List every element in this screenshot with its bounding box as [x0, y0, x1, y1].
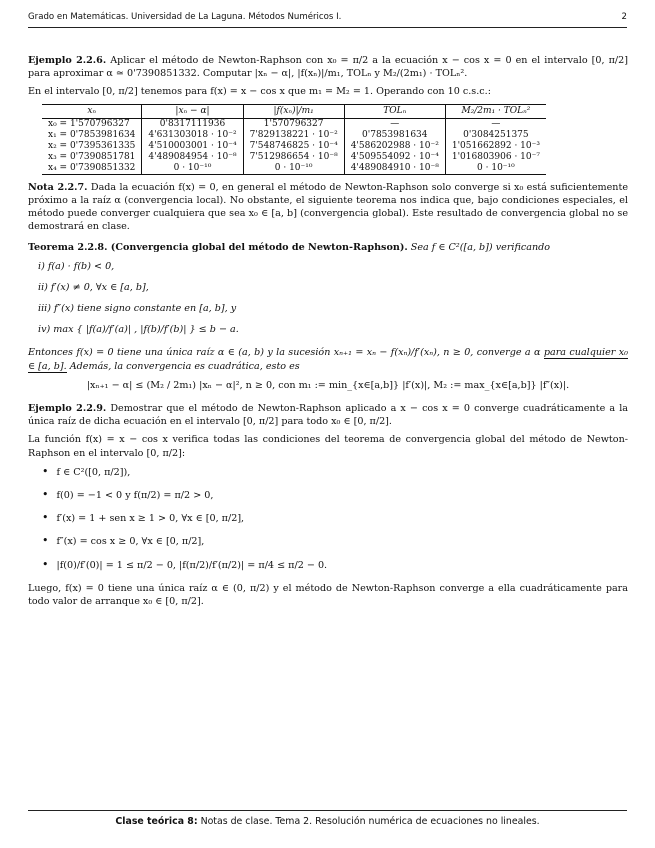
table-cell: 7'512986654 · 10⁻⁸: [243, 152, 344, 163]
teorema-conclusion-b: para cualquier x₀ ∈ [a, b].: [28, 347, 628, 372]
ejemplo-2-2-9-closing: Luego, f(x) = 0 tiene una única raíz α ∈ (0, π/2) y el método de Newton-Raphson converge a ella cuadráticamente para todo valor de arranque x₀ ∈ [0, π/2].: [28, 582, 628, 608]
table-cell: 4'489084954 · 10⁻⁸: [142, 152, 243, 163]
table-cell: 1'016803906 · 10⁻⁷: [445, 152, 546, 163]
teorema-conditions: [28, 260, 628, 337]
footer-text: Notas de clase. Tema 2. Resolución numérica de ecuaciones no lineales.: [200, 816, 540, 827]
results-table: [42, 104, 546, 175]
table-cell: 1'570796327: [243, 118, 344, 130]
table-cell: —: [445, 118, 546, 130]
table-cell: 0'8317111936: [142, 118, 243, 130]
table-cell: —: [344, 118, 445, 130]
nota-2-2-7-title: Nota 2.2.7.: [28, 181, 88, 193]
nota-2-2-7-text: Dada la ecuación f(x) = 0, en general el método de Newton-Raphson solo converge si x₀ está suficientemente próximo a la raíz α (convergencia local). No obstante, el siguiente teorema nos indica que, bajo condiciones especiales, el método puede converger cualquiera que sea x₀ ∈ [a, b] (convergencia global). Este resultado de convergencia global no se demostrará en clase.: [28, 181, 628, 233]
ejemplo-2-2-6-title: Ejemplo 2.2.6.: [28, 55, 107, 66]
running-header: [28, 12, 627, 26]
col-header-tol: TOLₙ: [344, 104, 445, 118]
teorema-2-2-8: [28, 241, 628, 254]
col-header-error: |xₙ − α|: [142, 104, 243, 118]
condition-item: i) f(a) · f(b) < 0,: [38, 260, 115, 272]
list-item: • f″(x) = cos x ≥ 0, ∀x ∈ [0, π/2],: [42, 534, 628, 548]
footer-rule: [28, 810, 627, 811]
table-cell: 7'829138221 · 10⁻²: [243, 130, 344, 141]
footer-bold: Clase teórica 8:: [115, 816, 198, 827]
ejemplo-2-2-9-bullets: [28, 465, 628, 572]
table-cell: x₀ = 1'570796327: [48, 118, 130, 129]
teorema-2-2-8-lead: Sea f ∈ C²([a, b]) verificando: [410, 242, 551, 254]
table-cell: 0 · 10⁻¹⁰: [142, 163, 243, 175]
convergence-formula: |xₙ₊₁ − α| ≤ (M₂ / 2m₁) |xₙ − α|², n ≥ 0, con m₁ := min_{x∈[a,b]} |f′(x)|, M₂ := max_{x∈[a,b]} |f″(x)|.: [86, 379, 570, 391]
teorema-conclusion-a: Entonces f(x) = 0 tiene una única raíz α ∈ (a, b) y la sucesión xₙ₊₁ = xₙ − f(xₙ)/f′(xₙ), n ≥ 0, converge a α: [28, 347, 541, 359]
teorema-conclusion: [28, 346, 628, 372]
table-cell: 4'509554092 · 10⁻⁴: [344, 152, 445, 163]
ejemplo-2-2-9-text: Demostrar que el método de Newton-Raphson aplicado a x − cos x = 0 converge cuadráticamente a la única raíz de dicha ecuación en el intervalo [0, π/2] para todo x₀ ∈ [0, π/2].: [28, 403, 628, 428]
table-cell: 0'7853981634: [344, 130, 445, 141]
table-row: [42, 163, 546, 175]
list-item: • f′(x) = 1 + sen x ≥ 1 > 0, ∀x ∈ [0, π/2],: [42, 511, 628, 525]
col-header-xn: xₙ: [42, 104, 142, 118]
table-cell: 4'510003001 · 10⁻⁴: [142, 141, 243, 152]
col-header-bound: M₂/2m₁ · TOLₙ²: [445, 104, 546, 118]
table-cell: 4'586202988 · 10⁻²: [344, 141, 445, 152]
table-cell: 0 · 10⁻¹⁰: [243, 163, 344, 175]
ejemplo-2-2-9-intro: La función f(x) = x − cos x verifica todas las condiciones del teorema de convergencia global del método de Newton-Raphson en el intervalo [0, π/2]:: [28, 434, 628, 459]
table-row: [42, 152, 546, 163]
table-cell: 0'3084251375: [445, 130, 546, 141]
table-row: [42, 118, 546, 130]
ejemplo-2-2-6: [28, 54, 628, 80]
condition-item: iv) max { |f(a)/f′(a)| , |f(b)/f′(b)| } ≤ b − a.: [38, 324, 239, 336]
table-cell: x₄ = 0'7390851332: [42, 163, 142, 175]
table-row: [42, 141, 546, 152]
condition-item: ii) f′(x) ≠ 0, ∀x ∈ [a, b],: [38, 281, 149, 293]
main-content: [28, 54, 628, 613]
table-cell: 4'631303018 · 10⁻²: [142, 130, 243, 141]
list-item: • f ∈ C²([0, π/2]),: [42, 465, 628, 479]
results-table-header: [42, 104, 546, 118]
table-row: [42, 130, 546, 141]
col-header-residual: |f(xₙ)|/m₁: [243, 104, 344, 118]
ejemplo-2-2-9: [28, 402, 628, 428]
page-footer: [28, 816, 627, 827]
table-cell: 7'548746825 · 10⁻⁴: [243, 141, 344, 152]
table-cell: 0 · 10⁻¹⁰: [445, 163, 546, 175]
table-cell: x₃ = 0'7390851781: [48, 151, 136, 162]
header-rule: [28, 27, 627, 28]
table-cell: x₁ = 0'7853981634: [48, 129, 136, 140]
list-item: • |f(0)/f′(0)| = 1 ≤ π/2 − 0, |f(π/2)/f′(π/2)| = π/4 ≤ π/2 − 0.: [42, 558, 628, 572]
header-title: Grado en Matemáticas. Universidad de La Laguna. Métodos Numéricos I.: [28, 12, 342, 22]
condition-item: iii) f″(x) tiene signo constante en [a, b], y: [38, 303, 237, 315]
page-number: 2: [621, 12, 627, 22]
table-cell: 4'489084910 · 10⁻⁸: [344, 163, 445, 175]
teorema-conclusion-c: Además, la convergencia es cuadrática, esto es: [69, 360, 300, 372]
ejemplo-2-2-6-intro: En el intervalo [0, π/2] tenemos para f(x) = x − cos x que m₁ = M₂ = 1. Operando con 10 c.s.c.:: [28, 86, 491, 98]
teorema-2-2-8-title: Teorema 2.2.8. (Convergencia global del método de Newton-Raphson).: [28, 242, 408, 254]
table-cell: 1'051662892 · 10⁻³: [445, 141, 546, 152]
ejemplo-2-2-9-title: Ejemplo 2.2.9.: [28, 403, 107, 415]
table-cell: x₂ = 0'7395361335: [48, 140, 136, 151]
ejemplo-2-2-6-text: Aplicar el método de Newton-Raphson con x₀ = π/2 a la ecuación x − cos x = 0 en el intervalo [0, π/2] para aproximar α ≃ 0'7390851332. Computar |xₙ − α|, |f(xₙ)|/m₁, TOLₙ y M₂/(2m₁) · TOLₙ².: [28, 55, 628, 80]
list-item: • f(0) = −1 < 0 y f(π/2) = π/2 > 0,: [42, 488, 628, 502]
nota-2-2-7: [28, 181, 628, 234]
